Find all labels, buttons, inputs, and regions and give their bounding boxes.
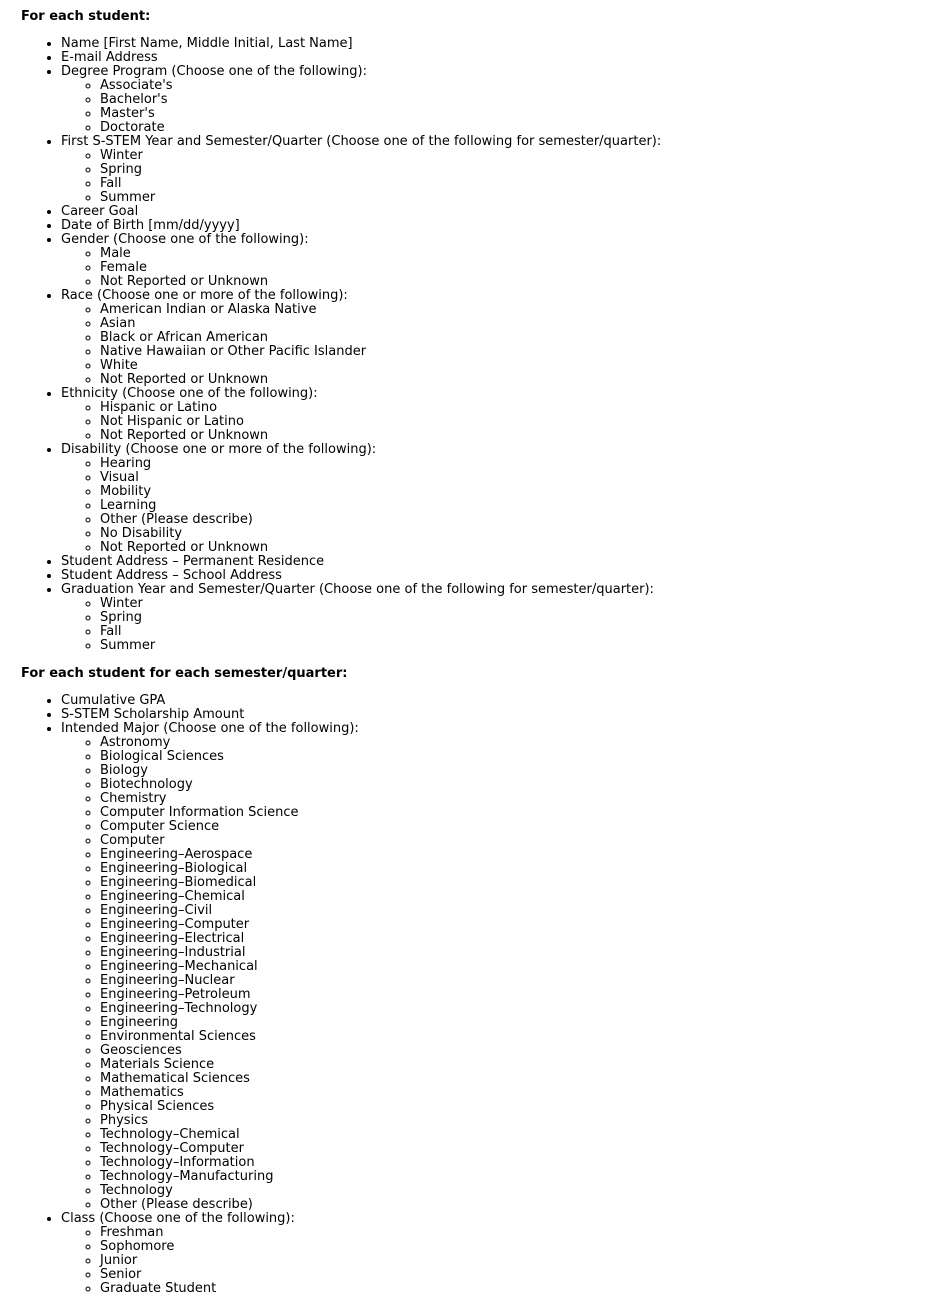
option-item: ◦ Physical Sciences <box>100 1100 911 1114</box>
field-item <box>61 65 911 135</box>
field-label: E-mail Address <box>61 50 158 65</box>
field-item <box>61 443 911 555</box>
option-item: ◦ Native Hawaiian or Other Pacific Islander <box>100 345 911 359</box>
field-label: Class (Choose one of the following): <box>61 1211 295 1226</box>
options-list <box>61 303 911 387</box>
field-label: Race (Choose one or more of the following): <box>61 288 348 303</box>
option-item: ◦ Engineering <box>100 1016 911 1030</box>
option-item: ◦ Not Hispanic or Latino <box>100 415 911 429</box>
field-item <box>61 708 911 722</box>
field-item <box>61 289 911 387</box>
option-item: ◦ Engineering–Petroleum <box>100 988 911 1002</box>
option-item: ◦ American Indian or Alaska Native <box>100 303 911 317</box>
option-item: ◦ Freshman <box>100 1226 911 1240</box>
field-label: Gender (Choose one of the following): <box>61 232 309 247</box>
field-list <box>21 694 911 1296</box>
option-item: ◦ Computer <box>100 834 911 848</box>
option-item: ◦ Female <box>100 261 911 275</box>
options-list <box>61 736 911 1212</box>
option-item: ◦ Hispanic or Latino <box>100 401 911 415</box>
option-item: ◦ Junior <box>100 1254 911 1268</box>
option-item: ◦ Fall <box>100 625 911 639</box>
option-item: ◦ Summer <box>100 639 911 653</box>
option-item: ◦ Not Reported or Unknown <box>100 275 911 289</box>
option-item: ◦ Doctorate <box>100 121 911 135</box>
option-item: ◦ Sophomore <box>100 1240 911 1254</box>
option-item: ◦ Engineering–Aerospace <box>100 848 911 862</box>
options-list <box>61 401 911 443</box>
field-label: Career Goal <box>61 204 139 219</box>
option-item: ◦ Mobility <box>100 485 911 499</box>
option-item: ◦ Hearing <box>100 457 911 471</box>
field-item <box>61 387 911 443</box>
option-item: ◦ Spring <box>100 163 911 177</box>
option-item: ◦ White <box>100 359 911 373</box>
option-item: ◦ Technology <box>100 1184 911 1198</box>
option-item: ◦ Engineering–Chemical <box>100 890 911 904</box>
option-item: ◦ Biotechnology <box>100 778 911 792</box>
options-list <box>61 149 911 205</box>
option-item: ◦ Environmental Sciences <box>100 1030 911 1044</box>
option-item: ◦ Senior <box>100 1268 911 1282</box>
option-item: ◦ Chemistry <box>100 792 911 806</box>
option-item: ◦ Computer Science <box>100 820 911 834</box>
section-heading: For each student: <box>21 9 151 24</box>
option-item: ◦ Mathematics <box>100 1086 911 1100</box>
option-item: ◦ Male <box>100 247 911 261</box>
option-item: ◦ Spring <box>100 611 911 625</box>
field-item <box>61 722 911 1212</box>
option-item: ◦ Engineering–Biological <box>100 862 911 876</box>
field-label: Name [First Name, Middle Initial, Last Name] <box>61 36 353 51</box>
field-label: Date of Birth [mm/dd/yyyy] <box>61 218 240 233</box>
option-item: ◦ Asian <box>100 317 911 331</box>
option-item: ◦ No Disability <box>100 527 911 541</box>
option-item: ◦ Summer <box>100 191 911 205</box>
field-item <box>61 694 911 708</box>
option-item: ◦ Mathematical Sciences <box>100 1072 911 1086</box>
field-item <box>61 37 911 51</box>
option-item: ◦ Engineering–Technology <box>100 1002 911 1016</box>
field-item <box>61 219 911 233</box>
field-label: Student Address – School Address <box>61 568 282 583</box>
options-list <box>61 1226 911 1296</box>
field-item <box>61 1212 911 1296</box>
option-item: ◦ Technology–Computer <box>100 1142 911 1156</box>
field-label: Degree Program (Choose one of the following): <box>61 64 367 79</box>
option-item: ◦ Winter <box>100 149 911 163</box>
option-item: ◦ Technology–Manufacturing <box>100 1170 911 1184</box>
option-item: ◦ Technology–Information <box>100 1156 911 1170</box>
option-item: ◦ Black or African American <box>100 331 911 345</box>
option-item: ◦ Engineering–Computer <box>100 918 911 932</box>
field-item <box>61 233 911 289</box>
option-item: ◦ Other (Please describe) <box>100 513 911 527</box>
option-item: ◦ Engineering–Civil <box>100 904 911 918</box>
option-item: ◦ Biology <box>100 764 911 778</box>
field-item <box>61 555 911 569</box>
option-item: ◦ Master's <box>100 107 911 121</box>
field-list <box>21 37 911 653</box>
option-item: ◦ Engineering–Mechanical <box>100 960 911 974</box>
option-item: ◦ Graduate Student <box>100 1282 911 1296</box>
option-item: ◦ Computer Information Science <box>100 806 911 820</box>
options-list <box>61 247 911 289</box>
field-label: S-STEM Scholarship Amount <box>61 707 245 722</box>
option-item: ◦ Geosciences <box>100 1044 911 1058</box>
option-item: ◦ Fall <box>100 177 911 191</box>
option-item: ◦ Physics <box>100 1114 911 1128</box>
option-item: ◦ Materials Science <box>100 1058 911 1072</box>
option-item: ◦ Associate's <box>100 79 911 93</box>
option-item: ◦ Winter <box>100 597 911 611</box>
option-item: ◦ Biological Sciences <box>100 750 911 764</box>
field-label: Student Address – Permanent Residence <box>61 554 325 569</box>
section-heading: For each student for each semester/quarter: <box>21 666 348 681</box>
field-label: First S-STEM Year and Semester/Quarter (Choose one of the following for semester/quarter): <box>61 134 662 149</box>
field-item <box>61 51 911 65</box>
option-item: ◦ Engineering–Biomedical <box>100 876 911 890</box>
field-label: Disability (Choose one or more of the following): <box>61 442 377 457</box>
option-item: ◦ Engineering–Electrical <box>100 932 911 946</box>
option-item: ◦ Technology–Chemical <box>100 1128 911 1142</box>
field-label: Intended Major (Choose one of the following): <box>61 721 359 736</box>
options-list <box>61 457 911 555</box>
option-item: ◦ Astronomy <box>100 736 911 750</box>
option-item: ◦ Engineering–Nuclear <box>100 974 911 988</box>
option-item: ◦ Visual <box>100 471 911 485</box>
field-item <box>61 205 911 219</box>
field-label: Ethnicity (Choose one of the following): <box>61 386 318 401</box>
options-list <box>61 79 911 135</box>
document-body <box>21 10 911 1296</box>
option-item: ◦ Not Reported or Unknown <box>100 373 911 387</box>
field-item <box>61 583 911 653</box>
option-item: ◦ Engineering–Industrial <box>100 946 911 960</box>
option-item: ◦ Not Reported or Unknown <box>100 429 911 443</box>
field-item <box>61 135 911 205</box>
option-item: ◦ Bachelor's <box>100 93 911 107</box>
field-label: Graduation Year and Semester/Quarter (Choose one of the following for semester/quarter): <box>61 582 654 597</box>
options-list <box>61 597 911 653</box>
option-item: ◦ Not Reported or Unknown <box>100 541 911 555</box>
field-label: Cumulative GPA <box>61 693 166 708</box>
option-item: ◦ Learning <box>100 499 911 513</box>
field-item <box>61 569 911 583</box>
option-item: ◦ Other (Please describe) <box>100 1198 911 1212</box>
